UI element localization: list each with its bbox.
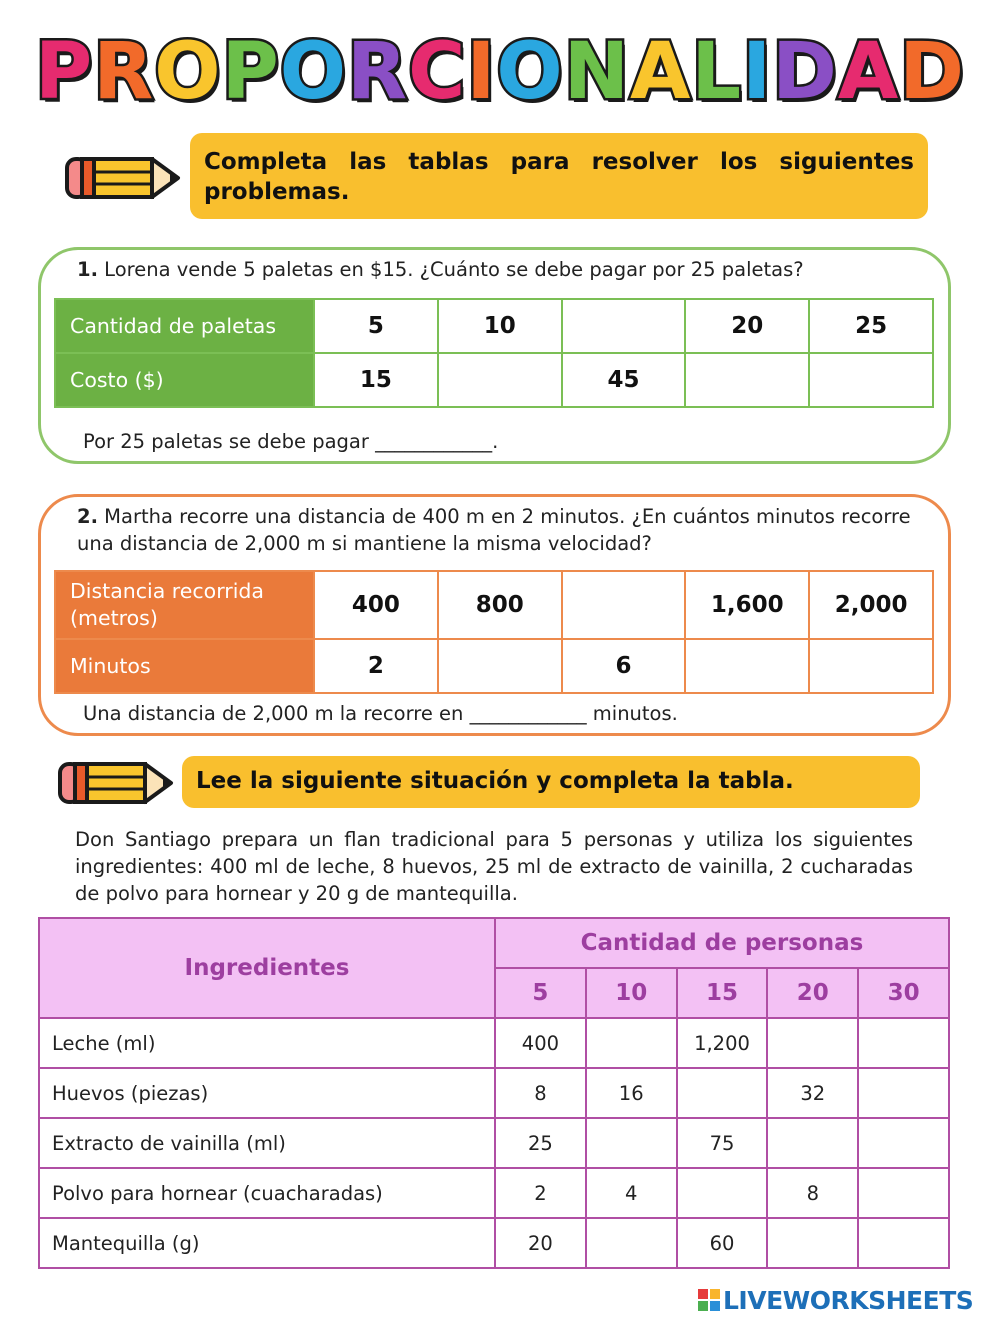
- answer-cell[interactable]: [562, 571, 686, 639]
- table-header-row: [39, 918, 949, 968]
- header-ingredients: Ingredientes: [39, 918, 495, 1018]
- table-row: [39, 1018, 949, 1068]
- table-cell: 1,200: [677, 1018, 768, 1068]
- row-label: Cantidad de paletas: [55, 299, 314, 353]
- title-letter: O: [279, 27, 348, 117]
- table-cell: 45: [562, 353, 686, 407]
- table-row: [39, 1118, 949, 1168]
- answer-cell[interactable]: [586, 1018, 677, 1068]
- logo-square: [698, 1289, 708, 1299]
- title-letter: P: [35, 27, 94, 117]
- ingredient-name: Extracto de vainilla (ml): [39, 1118, 495, 1168]
- answer-cell[interactable]: [685, 639, 809, 693]
- table-cell: 400: [495, 1018, 586, 1068]
- title-letter: R: [93, 27, 155, 117]
- title-letter: N: [563, 27, 630, 117]
- table-row: [39, 1218, 949, 1268]
- header-people: Cantidad de personas: [495, 918, 949, 968]
- paletas-table: [54, 298, 934, 408]
- row-label: Distancia recorrida (metros): [55, 571, 314, 639]
- table-cell: 16: [586, 1068, 677, 1118]
- table-cell: 32: [767, 1068, 858, 1118]
- problem-1-answer-line[interactable]: Por 25 paletas se debe pagar ____________.: [83, 430, 499, 453]
- row-label: Costo ($): [55, 353, 314, 407]
- problem-2-number: 2.: [77, 505, 98, 528]
- answer-cell[interactable]: [586, 1118, 677, 1168]
- table-cell: 15: [314, 353, 438, 407]
- logo-square: [710, 1289, 720, 1299]
- people-count: 15: [677, 968, 768, 1018]
- answer-cell[interactable]: [767, 1018, 858, 1068]
- logo-square: [698, 1301, 708, 1311]
- pencil-icon: [57, 760, 175, 806]
- answer-cell[interactable]: [677, 1068, 768, 1118]
- table-cell: 5: [314, 299, 438, 353]
- table-cell: 2,000: [809, 571, 933, 639]
- table-cell: 400: [314, 571, 438, 639]
- answer-cell[interactable]: [438, 639, 562, 693]
- problem-1-number: 1.: [77, 258, 98, 281]
- table-row: [55, 353, 933, 407]
- ingredients-table: [38, 917, 950, 1269]
- table-cell: 1,600: [685, 571, 809, 639]
- people-count: 10: [586, 968, 677, 1018]
- title-letter: D: [899, 27, 965, 117]
- page-title: [0, 22, 1000, 122]
- table-row: [55, 639, 933, 693]
- title-letter: C: [408, 27, 467, 117]
- answer-cell[interactable]: [767, 1218, 858, 1268]
- table-cell: 25: [809, 299, 933, 353]
- row-label: Minutos: [55, 639, 314, 693]
- table-cell: 4: [586, 1168, 677, 1218]
- title-letter: I: [466, 27, 497, 117]
- problem-1-text: Lorena vende 5 paletas en $15. ¿Cuánto se debe pagar por 25 paletas?: [97, 258, 804, 281]
- logo-square: [710, 1301, 720, 1311]
- situation-paragraph: Don Santiago prepara un flan tradicional para 5 personas y utiliza los siguientes ingredientes: 400 ml de leche, 8 huevos, 25 ml de extracto de vainilla, 2 cucharadas de polvo para hornear y 20 g de mantequilla.: [75, 828, 913, 905]
- table-cell: 8: [495, 1068, 586, 1118]
- ingredient-name: Mantequilla (g): [39, 1218, 495, 1268]
- answer-cell[interactable]: [809, 639, 933, 693]
- people-count: 20: [767, 968, 858, 1018]
- title-letter: R: [347, 27, 409, 117]
- table-row: [39, 1168, 949, 1218]
- distancia-table: [54, 570, 934, 694]
- table-cell: 75: [677, 1118, 768, 1168]
- answer-cell[interactable]: [858, 1068, 949, 1118]
- instruction-banner-2: Lee la siguiente situación y completa la tabla.: [182, 756, 920, 808]
- title-letter: P: [221, 27, 280, 117]
- people-count: 5: [495, 968, 586, 1018]
- instruction-banner-1: Completa las tablas para resolver los siguientes problemas.: [190, 133, 928, 219]
- answer-cell[interactable]: [858, 1168, 949, 1218]
- title-letter: A: [629, 27, 692, 117]
- table-cell: 25: [495, 1118, 586, 1168]
- table-cell: 20: [495, 1218, 586, 1268]
- table-cell: 6: [562, 639, 686, 693]
- answer-cell[interactable]: [767, 1118, 858, 1168]
- answer-cell[interactable]: [858, 1118, 949, 1168]
- table-row: [39, 1068, 949, 1118]
- people-count: 30: [858, 968, 949, 1018]
- answer-cell[interactable]: [586, 1218, 677, 1268]
- title-letter: I: [742, 27, 773, 117]
- answer-cell[interactable]: [562, 299, 686, 353]
- problem-2-text: Martha recorre una distancia de 400 m en 2 minutos. ¿En cuántos minutos recorre una distancia de 2,000 m si mantiene la misma velocidad?: [77, 505, 911, 555]
- ingredient-name: Leche (ml): [39, 1018, 495, 1068]
- logo-mark-icon: [698, 1289, 720, 1311]
- table-cell: 60: [677, 1218, 768, 1268]
- table-cell: 20: [685, 299, 809, 353]
- table-cell: 2: [314, 639, 438, 693]
- answer-cell[interactable]: [685, 353, 809, 407]
- ingredient-name: Polvo para hornear (cuacharadas): [39, 1168, 495, 1218]
- answer-cell[interactable]: [858, 1218, 949, 1268]
- table-cell: 800: [438, 571, 562, 639]
- title-letter: O: [154, 27, 222, 117]
- table-row: [55, 299, 933, 353]
- ingredient-name: Huevos (piezas): [39, 1068, 495, 1118]
- answer-cell[interactable]: [677, 1168, 768, 1218]
- title-letter: L: [691, 27, 743, 117]
- logo-text: LIVEWORKSHEETS: [723, 1285, 974, 1315]
- answer-cell[interactable]: [809, 353, 933, 407]
- problem-2-answer-line[interactable]: Una distancia de 2,000 m la recorre en ____________ minutos.: [83, 702, 678, 725]
- problem-1-question: [77, 256, 804, 283]
- pencil-icon: [64, 155, 182, 201]
- answer-cell[interactable]: [438, 353, 562, 407]
- table-row: [55, 571, 933, 639]
- title-letter: A: [837, 27, 900, 117]
- table-cell: 8: [767, 1168, 858, 1218]
- answer-cell[interactable]: [858, 1018, 949, 1068]
- title-letter: D: [772, 27, 838, 117]
- table-cell: 2: [495, 1168, 586, 1218]
- liveworksheets-logo: [698, 1286, 973, 1314]
- title-letter: O: [496, 27, 564, 117]
- table-cell: 10: [438, 299, 562, 353]
- problem-2-question: [77, 503, 927, 557]
